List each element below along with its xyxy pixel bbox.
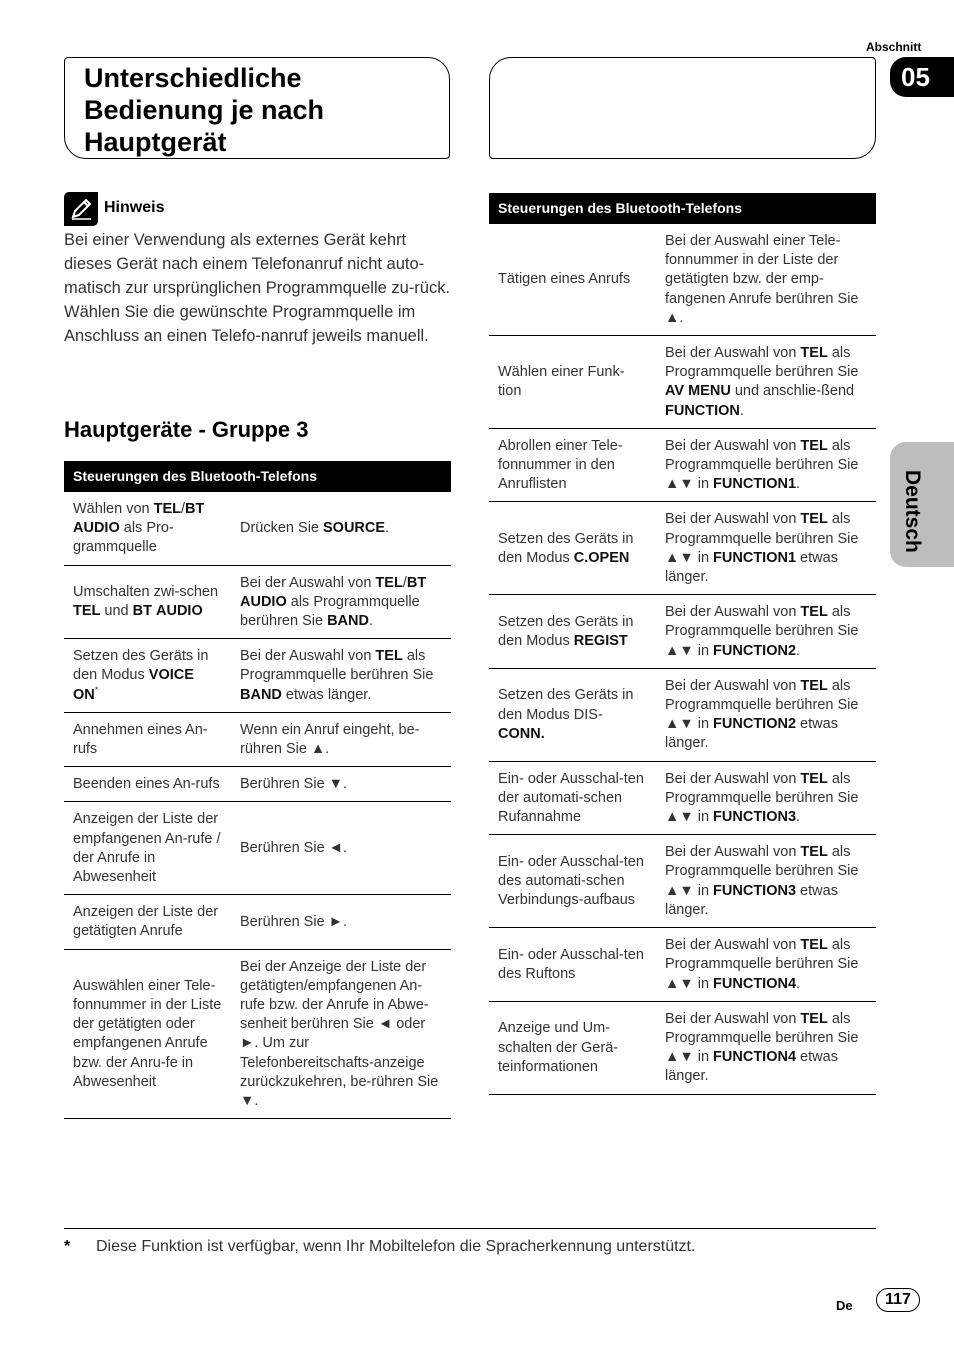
table-row	[489, 761, 876, 835]
function-cell: Anzeige und Um-schalten der Gerä-teinformationen	[489, 1001, 656, 1094]
table-row	[489, 835, 876, 928]
left-controls-table	[64, 461, 451, 1119]
note-text: Bei einer Verwendung als externes Gerät kehrt dieses Gerät nach einem Telefonanruf nicht auto-matisch zur ursprünglichen Programmquelle zu-rück. Wählen Sie die gewünschte Programmquelle im Anschluss an einen Telefo-nanruf jeweils manuell.	[64, 231, 451, 345]
function-cell: Umschalten zwi-schen TEL und BT AUDIO	[64, 565, 231, 639]
function-cell: Ein- oder Ausschal-ten des automati-schen Verbindungs-aufbaus	[489, 835, 656, 928]
table-row	[64, 895, 451, 949]
operation-cell: Bei der Auswahl von TEL als Programmquelle berühren Sie ▲▼ in FUNCTION1.	[656, 428, 876, 502]
table-row	[489, 336, 876, 429]
table-row	[64, 492, 451, 565]
operation-cell: Berühren Sie ◄.	[231, 802, 451, 895]
function-cell: Beenden eines An-rufs	[64, 767, 231, 802]
operation-cell: Bei der Auswahl von TEL als Programmquelle berühren Sie ▲▼ in FUNCTION2 etwas länger.	[656, 668, 876, 761]
function-cell: Auswählen einer Tele-fonnummer in der Liste der getätigten oder empfangenen Anrufe bzw. der Anru-fe in Abwesenheit	[64, 949, 231, 1119]
note-label: Hinweis	[104, 199, 165, 216]
operation-cell: Wenn ein Anruf eingeht, be-rühren Sie ▲.	[231, 712, 451, 766]
operation-cell: Bei der Auswahl von TEL als Programmquelle berühren Sie AV MENU und anschlie-ßend FUNCTION.	[656, 336, 876, 429]
table-row	[489, 502, 876, 595]
header-empty-box	[489, 57, 876, 159]
function-cell: Annehmen eines An-rufs	[64, 712, 231, 766]
operation-cell: Drücken Sie SOURCE.	[231, 492, 451, 565]
table-header: Steuerungen des Bluetooth-Telefons	[489, 193, 876, 224]
page-title: Unterschiedliche Bedienung je nach Hauptgerät	[84, 63, 325, 157]
table-row	[489, 224, 876, 336]
table-row	[489, 428, 876, 502]
page-number: 117	[876, 1288, 920, 1312]
operation-cell: Berühren Sie ►.	[231, 895, 451, 949]
function-cell: Setzen des Geräts in den Modus REGIST	[489, 595, 656, 669]
operation-cell: Bei der Auswahl von TEL als Programmquelle berühren Sie ▲▼ in FUNCTION2.	[656, 595, 876, 669]
operation-cell: Bei der Auswahl von TEL als Programmquelle berühren Sie ▲▼ in FUNCTION3 etwas länger.	[656, 835, 876, 928]
table-row	[64, 712, 451, 766]
operation-cell: Berühren Sie ▼.	[231, 767, 451, 802]
footnote-marker: *	[64, 1238, 71, 1255]
left-table-body	[64, 492, 451, 1119]
table-row	[489, 1001, 876, 1094]
language-code: De	[836, 1298, 853, 1313]
function-cell: Wählen von TEL/BT AUDIO als Pro-grammquelle	[64, 492, 231, 565]
function-cell: Ein- oder Ausschal-ten der automati-schen Rufannahme	[489, 761, 656, 835]
right-controls-table	[489, 193, 876, 1095]
section-label: Abschnitt	[866, 40, 922, 54]
operation-cell: Bei der Auswahl von TEL als Programmquelle berühren Sie BAND etwas länger.	[231, 639, 451, 713]
footnote-text: Diese Funktion ist verfügbar, wenn Ihr Mobiltelefon die Spracherkennung unterstützt.	[96, 1238, 696, 1255]
function-cell: Ein- oder Ausschal-ten des Ruftons	[489, 928, 656, 1002]
table-row	[64, 565, 451, 639]
operation-cell: Bei der Auswahl von TEL/BT AUDIO als Programmquelle berühren Sie BAND.	[231, 565, 451, 639]
operation-cell: Bei der Auswahl von TEL als Programmquelle berühren Sie ▲▼ in FUNCTION3.	[656, 761, 876, 835]
function-cell: Setzen des Geräts in den Modus DIS-CONN.	[489, 668, 656, 761]
footnote-divider	[64, 1228, 876, 1229]
function-cell: Setzen des Geräts in den Modus VOICE ON*	[64, 639, 231, 713]
language-tab	[890, 442, 954, 567]
table-row	[64, 767, 451, 802]
language-tab-label: Deutsch	[901, 470, 924, 553]
footnote	[64, 1238, 695, 1256]
function-cell: Anzeigen der Liste der empfangenen An-rufe / der Anrufe in Abwesenheit	[64, 802, 231, 895]
chapter-title-box	[64, 57, 450, 159]
operation-cell: Bei der Auswahl von TEL als Programmquelle berühren Sie ▲▼ in FUNCTION4.	[656, 928, 876, 1002]
right-table-body	[489, 224, 876, 1094]
operation-cell: Bei der Auswahl von TEL als Programmquelle berühren Sie ▲▼ in FUNCTION1 etwas länger.	[656, 502, 876, 595]
group-heading: Hauptgeräte - Gruppe 3	[64, 417, 309, 442]
table-row	[489, 595, 876, 669]
function-cell: Setzen des Geräts in den Modus C.OPEN	[489, 502, 656, 595]
operation-cell: Bei der Auswahl von TEL als Programmquelle berühren Sie ▲▼ in FUNCTION4 etwas länger.	[656, 1001, 876, 1094]
function-cell: Wählen einer Funk-tion	[489, 336, 656, 429]
operation-cell: Bei der Auswahl einer Tele-fonnummer in der Liste der getätigten bzw. der emp-fangenen Anrufe berühren Sie ▲.	[656, 224, 876, 336]
function-cell: Tätigen eines Anrufs	[489, 224, 656, 336]
function-cell: Anzeigen der Liste der getätigten Anrufe	[64, 895, 231, 949]
table-row	[64, 949, 451, 1119]
table-row	[489, 928, 876, 1002]
table-row	[489, 668, 876, 761]
table-header: Steuerungen des Bluetooth-Telefons	[64, 461, 451, 492]
table-row	[64, 802, 451, 895]
section-number-tab: 05	[890, 57, 954, 97]
table-row	[64, 639, 451, 713]
operation-cell: Bei der Anzeige der Liste der getätigten/empfangenen An-rufe bzw. der Anrufe in Abwe-senheit berühren Sie ◄ oder ►. Um zur Telefonbereitschafts-anzeige zurückzukehren, be-rühren Sie ▼.	[231, 949, 451, 1119]
pencil-note-icon	[64, 192, 98, 226]
function-cell: Abrollen einer Tele-fonnummer in den Anruflisten	[489, 428, 656, 502]
